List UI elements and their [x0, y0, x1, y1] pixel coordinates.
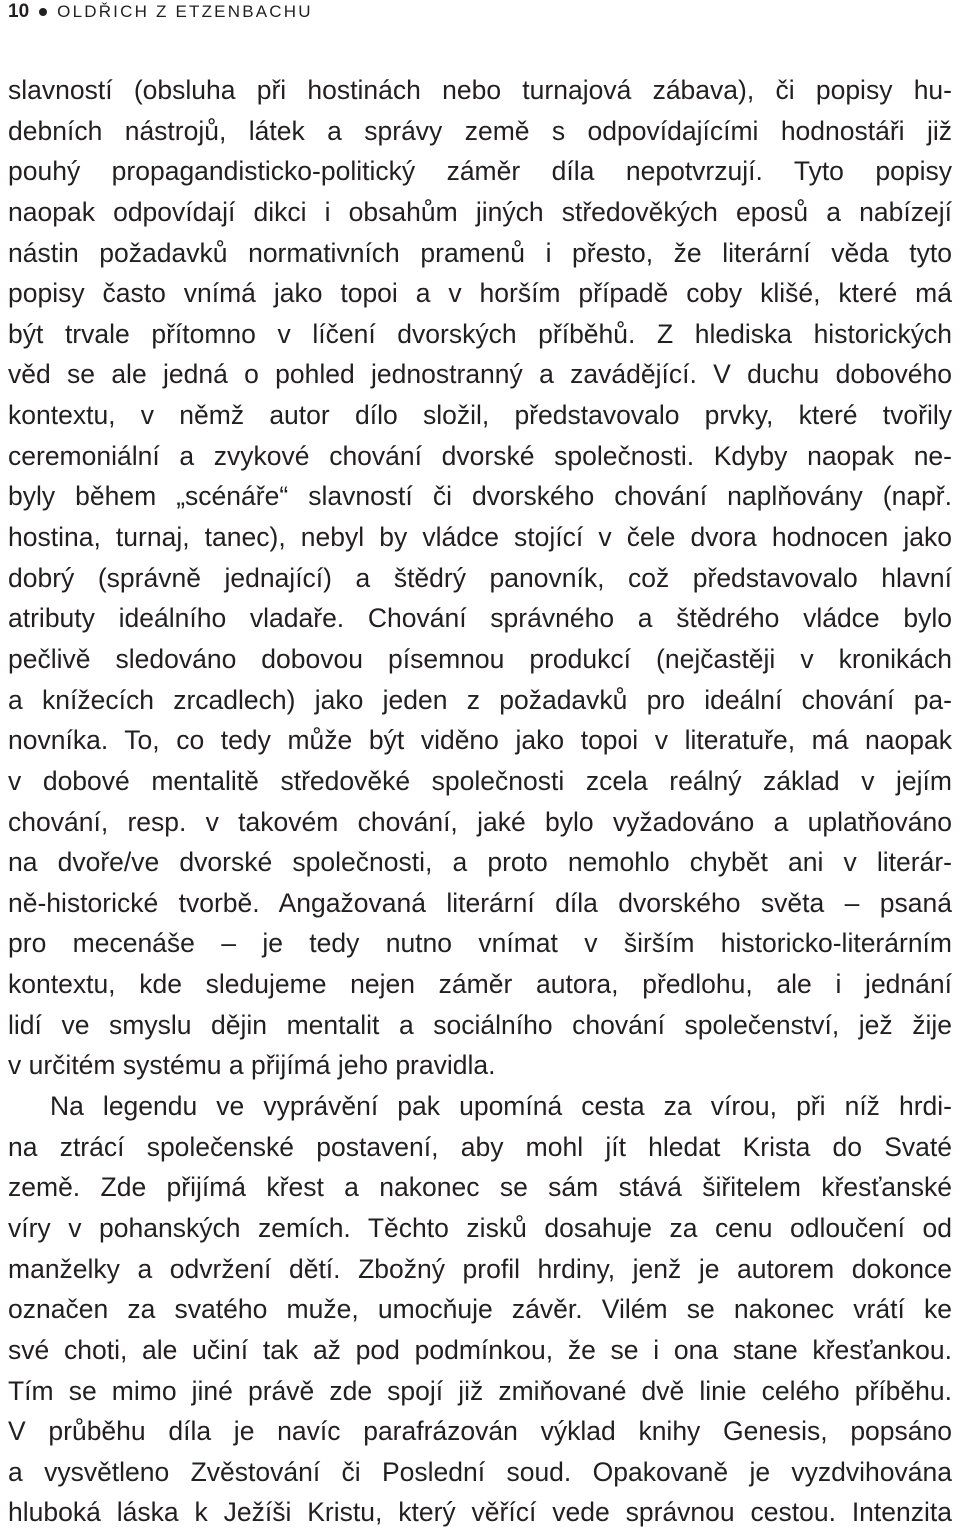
- text-line: byly během „scénáře“ slavností či dvorského chování naplňovány (např.: [8, 481, 952, 512]
- text-line: ně-historické tvorbě. Angažovaná literární díla dvorského světa – psaná: [8, 887, 952, 918]
- text-line: své choti, ale učiní tak až pod podmínkou, že se i ona stane křesťankou.: [8, 1334, 952, 1365]
- text-line: novníka. To, co tedy může být viděno jako topoi v literatuře, má naopak: [8, 725, 952, 756]
- text-line: slavností (obsluha při hostinách nebo turnajová zábava), či popisy hu-: [8, 75, 952, 105]
- text-line: pouhý propagandisticko-politický záměr díla nepotvrzují. Tyto popisy: [8, 156, 952, 187]
- text-line: atributy ideálního vladaře. Chování správného a štědrého vládce bylo: [8, 603, 952, 634]
- body-text: [8, 70, 952, 1533]
- text-line: debních nástrojů, látek a správy země s odpovídajícími hodnostáři již: [8, 115, 952, 146]
- text-line: víry v pohanských zemích. Těchto zisků dosahuje za cenu odloučení od: [8, 1212, 952, 1243]
- text-line: nástin požadavků normativních pramenů i přesto, že literární věda tyto: [8, 237, 952, 268]
- text-line: lidí ve smyslu dějin mentalit a sociálního chování společenství, jež žije: [8, 1009, 952, 1040]
- text-line: označen za svatého muže, umocňuje závěr. Vilém se nakonec vrátí ke: [8, 1294, 952, 1325]
- text-line: a vysvětleno Zvěstování či Poslední soud. Opakovaně je vyzdvihována: [8, 1456, 952, 1487]
- text-line: v určitém systému a přijímá jeho pravidla.: [8, 1050, 496, 1081]
- text-line: na ztrácí společenské postavení, aby mohl jít hledat Krista do Svaté: [8, 1131, 952, 1162]
- text-line: naopak odpovídají dikci i obsahům jiných středověkých eposů a nabízejí: [8, 196, 952, 227]
- text-line: v dobové mentalitě středověké společnosti zcela reálný základ v jejím: [8, 765, 952, 796]
- running-head: [8, 0, 313, 24]
- text-line: být trvale přítomno v líčení dvorských příběhů. Z hlediska historických: [8, 318, 952, 349]
- text-line: popisy často vnímá jako topoi a v horším případě coby klišé, které má: [8, 278, 952, 309]
- text-line: manželky a odvržení dětí. Zbožný profil hrdiny, jenž je autorem dokonce: [8, 1253, 952, 1284]
- text-line: věd se ale jedná o pohled jednostranný a zavádějící. V duchu dobového: [8, 359, 952, 390]
- text-line: na dvoře/ve dvorské společnosti, a proto nemohlo chybět ani v literár-: [8, 847, 952, 878]
- text-line: kontextu, v němž autor dílo složil, představovalo prvky, které tvořily: [8, 400, 952, 431]
- text-line: pečlivě sledováno dobovou písemnou produkcí (nejčastěji v kronikách: [8, 643, 952, 674]
- running-head-author: OLDŘICH Z ETZENBACHU: [57, 2, 313, 21]
- text-line: dobrý (správně jednající) a štědrý panovník, což představovalo hlavní: [8, 562, 952, 593]
- text-line: V průběhu díla je navíc parafrázován výklad knihy Genesis, popsáno: [8, 1416, 952, 1447]
- text-line: hostina, turnaj, tanec), nebyl by vládce stojící v čele dvora hodnocen jako: [8, 522, 952, 553]
- text-line: ceremoniální a zvykové chování dvorské společnosti. Kdyby naopak ne-: [8, 440, 952, 471]
- text-line: země. Zde přijímá křest a nakonec se sám stává šiřitelem křesťanské: [8, 1172, 952, 1203]
- text-line: Tím se mimo jiné právě zde spojí již zmiňované dvě linie celého příběhu.: [8, 1375, 952, 1406]
- bullet-separator: [39, 8, 47, 16]
- text-line: hluboká láska k Ježíši Kristu, který věřící vede správnou cestou. Intenzita: [8, 1497, 952, 1528]
- text-line: chování, resp. v takovém chování, jaké bylo vyžadováno a uplatňováno: [8, 806, 952, 837]
- text-line: a knížecích zrcadlech) jako jeden z požadavků pro ideální chování pa-: [8, 684, 952, 715]
- text-line: kontextu, kde sledujeme nejen záměr autora, předlohu, ale i jednání: [8, 969, 952, 1000]
- text-line: pro mecenáše – je tedy nutno vnímat v širším historicko-literárním: [8, 928, 952, 959]
- page-number: 10: [8, 1, 30, 22]
- text-line: Na legendu ve vyprávění pak upomíná cesta za vírou, při níž hrdi-: [50, 1091, 952, 1122]
